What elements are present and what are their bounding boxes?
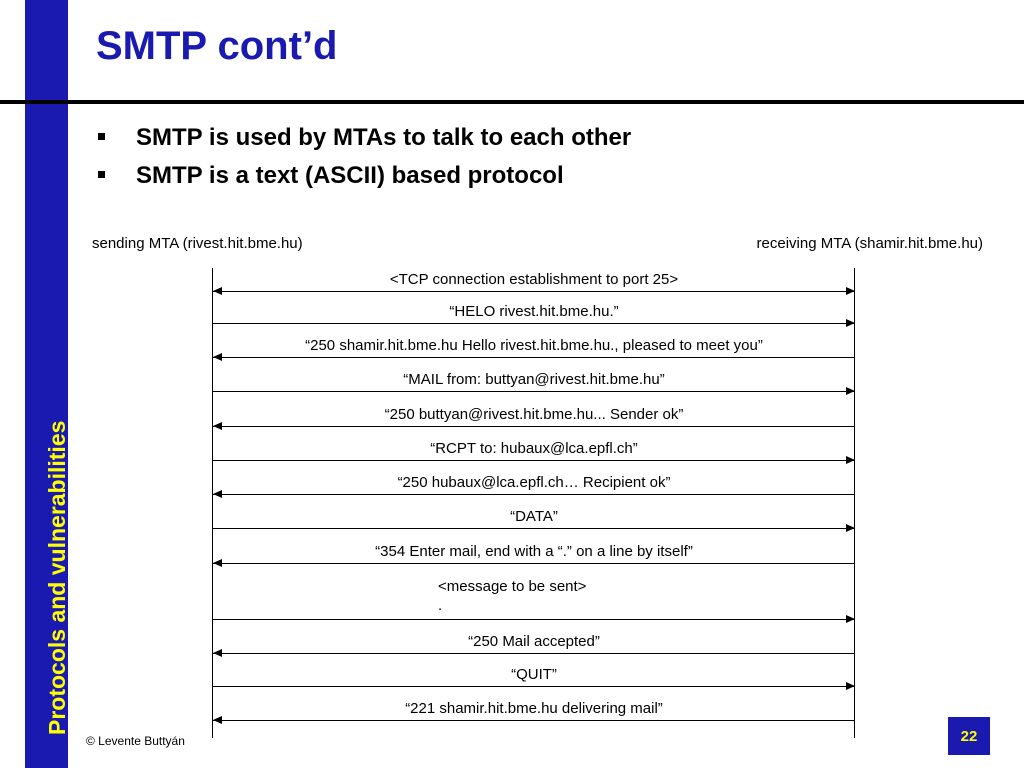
- bullet-text: SMTP is used by MTAs to talk to each other: [136, 124, 632, 151]
- message-label: “QUIT”: [511, 666, 557, 683]
- title-rule: [0, 100, 1024, 104]
- arrow-right-icon: [846, 615, 855, 623]
- message-arrow-line: [213, 357, 855, 358]
- square-bullet-icon: [98, 133, 105, 140]
- sidebar-label: Protocols and vulnerabilities: [44, 420, 70, 735]
- message-label: “250 Mail accepted”: [468, 633, 600, 650]
- bullet-text: SMTP is a text (ASCII) based protocol: [136, 162, 564, 189]
- message-arrow-line: [213, 460, 855, 461]
- arrow-left-icon: [213, 353, 222, 361]
- message-arrow-line: [213, 563, 855, 564]
- arrow-left-icon: [213, 287, 222, 295]
- arrow-left-icon: [213, 649, 222, 657]
- bullet-item: [96, 162, 631, 200]
- arrow-right-icon: [846, 456, 855, 464]
- bullet-item: [96, 124, 631, 162]
- message-arrow-line: [213, 494, 855, 495]
- arrow-left-icon: [213, 716, 222, 724]
- arrow-left-icon: [213, 422, 222, 430]
- message-arrow-line: [213, 720, 855, 721]
- arrow-right-icon: [846, 319, 855, 327]
- slide-title: SMTP cont’d: [96, 24, 338, 68]
- bullet-list: [96, 124, 631, 200]
- message-label-line: <message to be sent>: [438, 578, 587, 595]
- receiver-mta-label: receiving MTA (shamir.hit.bme.hu): [756, 235, 983, 252]
- square-bullet-icon: [98, 171, 105, 178]
- page-number-badge: [948, 717, 990, 755]
- arrow-right-icon: [846, 387, 855, 395]
- message-label: “354 Enter mail, end with a “.” on a line by itself”: [375, 543, 693, 560]
- message-label: [438, 577, 586, 615]
- arrow-right-icon: [846, 287, 855, 295]
- message-arrow-line: [213, 619, 855, 620]
- message-label: “MAIL from: buttyan@rivest.hit.bme.hu”: [403, 371, 665, 388]
- page-number: 22: [960, 727, 978, 745]
- message-label: “250 hubaux@lca.epfl.ch… Recipient ok”: [397, 474, 671, 491]
- message-label-line: .: [438, 597, 443, 614]
- arrow-right-icon: [846, 682, 855, 690]
- arrow-right-icon: [846, 524, 855, 532]
- message-arrow-line: [213, 528, 855, 529]
- message-arrow-line: [213, 291, 855, 292]
- message-arrow-line: [213, 426, 855, 427]
- message-label: “HELO rivest.hit.bme.hu.”: [449, 303, 619, 320]
- message-arrow-line: [213, 653, 855, 654]
- arrow-left-icon: [213, 490, 222, 498]
- arrow-left-icon: [213, 559, 222, 567]
- message-label: “DATA”: [510, 508, 558, 525]
- message-label: “221 shamir.hit.bme.hu delivering mail”: [405, 700, 663, 717]
- message-label: “250 shamir.hit.bme.hu Hello rivest.hit.bme.hu., pleased to meet you”: [305, 337, 763, 354]
- message-arrow-line: [213, 323, 855, 324]
- footer-copyright: © Levente Buttyán: [86, 734, 185, 748]
- message-label: “250 buttyan@rivest.hit.bme.hu... Sender ok”: [384, 406, 684, 423]
- sender-mta-label: sending MTA (rivest.hit.bme.hu): [92, 235, 303, 252]
- message-label: “RCPT to: hubaux@lca.epfl.ch”: [430, 440, 638, 457]
- message-arrow-line: [213, 686, 855, 687]
- message-label: <TCP connection establishment to port 25>: [389, 271, 679, 288]
- message-arrow-line: [213, 391, 855, 392]
